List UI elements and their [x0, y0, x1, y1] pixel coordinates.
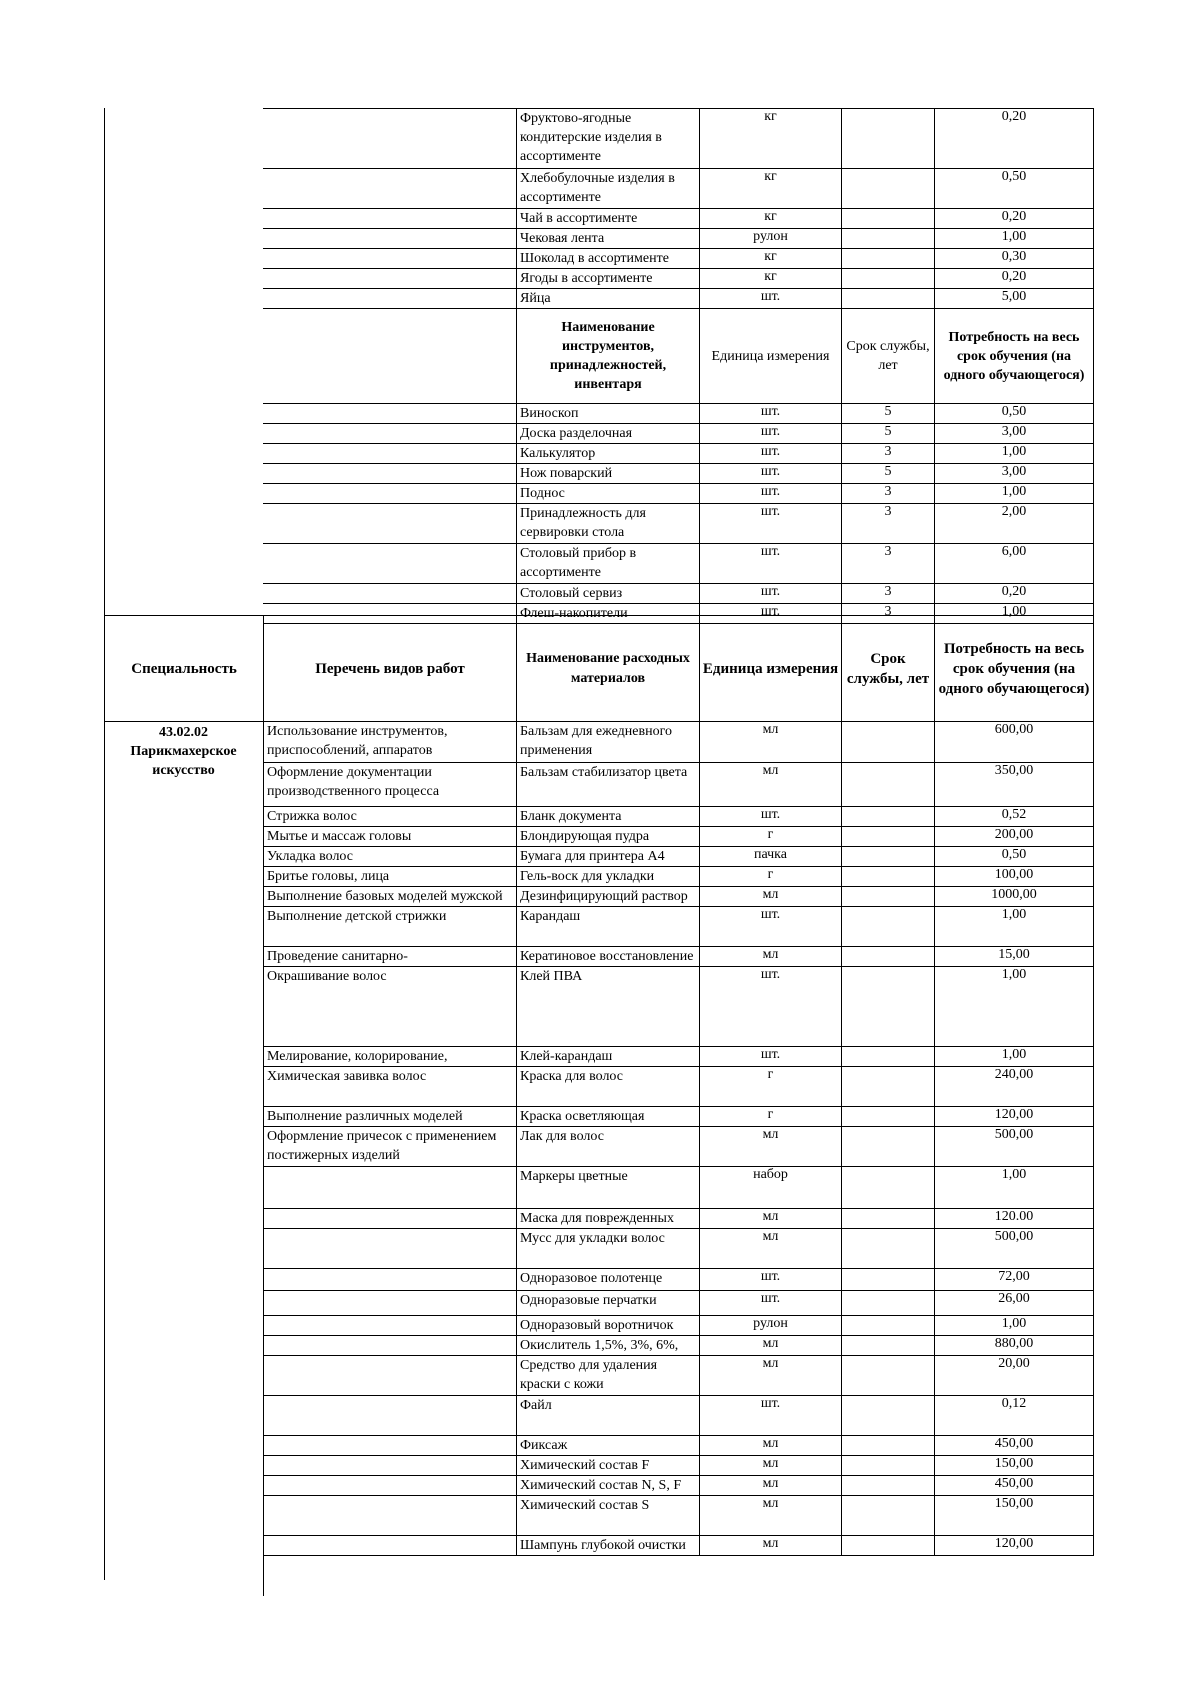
unit-cell: кг: [699, 268, 842, 289]
header-qty: Потребность на весь срок обучения (на одного обучающегося): [934, 615, 1094, 722]
unit-cell: шт.: [699, 1290, 842, 1316]
qty-cell: 0,20: [934, 208, 1094, 229]
life-cell: 3: [841, 503, 935, 544]
unit-cell: г: [699, 1106, 842, 1127]
specialty-name: Парикмахерское искусство: [130, 744, 237, 778]
life-cell: [841, 1290, 935, 1316]
unit-cell: кг: [699, 248, 842, 269]
qty-cell: 3,00: [934, 423, 1094, 444]
life-cell: 3: [841, 543, 935, 584]
unit-cell: шт.: [699, 1046, 842, 1067]
qty-cell: 1,00: [934, 443, 1094, 464]
unit-cell: шт.: [699, 443, 842, 464]
life-cell: [841, 946, 935, 967]
life-cell: [841, 886, 935, 907]
life-cell: [841, 1066, 935, 1107]
empty-cell: [263, 503, 517, 544]
unit-cell: шт.: [699, 403, 842, 424]
unit-cell: шт.: [699, 483, 842, 504]
qty-cell: 1,00: [934, 966, 1094, 1047]
specialty-code: 43.02.02: [159, 725, 208, 740]
qty-cell: 0,20: [934, 108, 1094, 169]
work-cell: Использование инструментов, приспособлений, аппаратов: [263, 721, 517, 763]
qty-cell: 100,00: [934, 866, 1094, 887]
empty-cell: [263, 443, 517, 464]
life-cell: 3: [841, 443, 935, 464]
unit-cell: шт.: [699, 966, 842, 1047]
life-cell: 3: [841, 583, 935, 604]
work-cell: [263, 1228, 517, 1269]
unit-cell: мл: [699, 1355, 842, 1396]
header-life: Срок службы, лет: [841, 615, 935, 722]
material-name: Лак для волос: [516, 1126, 700, 1167]
qty-cell: 5,00: [934, 288, 1094, 309]
tool-name: Столовый прибор в ассортименте: [516, 543, 700, 584]
material-name: Клей-карандаш: [516, 1046, 700, 1067]
work-cell: Мелирование, колорирование,: [263, 1046, 517, 1067]
qty-cell: 0,20: [934, 583, 1094, 604]
unit-cell: мл: [699, 1335, 842, 1356]
material-name: Химический состав F: [516, 1455, 700, 1476]
qty-cell: 1,00: [934, 603, 1094, 624]
unit-cell: мл: [699, 1455, 842, 1476]
life-cell: [841, 288, 935, 309]
work-cell: [263, 1475, 517, 1496]
tool-name: Столовый сервиз: [516, 583, 700, 604]
empty-cell: [263, 208, 517, 229]
tool-name: Нож поварский: [516, 463, 700, 484]
unit-cell: шт.: [699, 1268, 842, 1291]
material-name: Фиксаж: [516, 1435, 700, 1456]
work-cell: [263, 1435, 517, 1456]
life-cell: [841, 826, 935, 847]
work-cell: Выполнение детской стрижки: [263, 906, 517, 947]
life-cell: [841, 1046, 935, 1067]
life-cell: [841, 1126, 935, 1167]
unit-cell: шт.: [699, 288, 842, 309]
work-cell: Окрашивание волос: [263, 966, 517, 1047]
tool-name: Поднос: [516, 483, 700, 504]
qty-cell: 0,50: [934, 168, 1094, 209]
empty-cell: [263, 248, 517, 269]
work-cell: [263, 1315, 517, 1336]
work-cell: [263, 1268, 517, 1291]
qty-cell: 240,00: [934, 1066, 1094, 1107]
work-cell: [263, 1535, 517, 1556]
life-cell: [841, 208, 935, 229]
material-name: Чековая лента: [516, 228, 700, 249]
material-name: Краска осветляющая: [516, 1106, 700, 1127]
life-cell: [841, 806, 935, 827]
unit-cell: шт.: [699, 603, 842, 624]
material-name: Шоколад в ассортименте: [516, 248, 700, 269]
unit-cell: г: [699, 826, 842, 847]
material-name: Кератиновое восстановление: [516, 946, 700, 967]
material-name: Чай в ассортименте: [516, 208, 700, 229]
qty-cell: 0,50: [934, 403, 1094, 424]
empty-cell: [263, 288, 517, 309]
work-cell: [263, 1208, 517, 1229]
work-cell: Оформление документации производственного процесса: [263, 762, 517, 807]
tools-header-name: Наименование инструментов, принадлежностей, инвентаря: [516, 308, 700, 404]
header-works: Перечень видов работ: [263, 615, 517, 722]
material-name: Одноразовые перчатки: [516, 1290, 700, 1316]
work-cell: Бритье головы, лица: [263, 866, 517, 887]
unit-cell: г: [699, 866, 842, 887]
work-cell: [263, 1290, 517, 1316]
life-cell: [841, 1268, 935, 1291]
life-cell: [841, 846, 935, 867]
life-cell: [841, 1435, 935, 1456]
qty-cell: 880,00: [934, 1335, 1094, 1356]
qty-cell: 1,00: [934, 228, 1094, 249]
unit-cell: мл: [699, 1126, 842, 1167]
work-cell: Укладка волос: [263, 846, 517, 867]
unit-cell: мл: [699, 1475, 842, 1496]
life-cell: [841, 1535, 935, 1556]
material-name: Бальзам для ежедневного применения: [516, 721, 700, 763]
qty-cell: 1,00: [934, 1166, 1094, 1209]
qty-cell: 1,00: [934, 1046, 1094, 1067]
tools-header-life: Срок службы, лет: [841, 308, 935, 404]
material-name: Ягоды в ассортименте: [516, 268, 700, 289]
life-cell: 5: [841, 463, 935, 484]
qty-cell: 500,00: [934, 1126, 1094, 1167]
empty-cell: [263, 403, 517, 424]
life-cell: [841, 1395, 935, 1436]
tool-name: Калькулятор: [516, 443, 700, 464]
work-cell: Мытье и массаж головы: [263, 826, 517, 847]
empty-cell: [263, 423, 517, 444]
life-cell: [841, 1315, 935, 1336]
qty-cell: 150,00: [934, 1495, 1094, 1536]
tool-name: Виноскоп: [516, 403, 700, 424]
qty-cell: 3,00: [934, 463, 1094, 484]
qty-cell: 600,00: [934, 721, 1094, 763]
unit-cell: г: [699, 1066, 842, 1107]
life-cell: [841, 268, 935, 289]
unit-cell: мл: [699, 1535, 842, 1556]
unit-cell: шт.: [699, 423, 842, 444]
empty-cell: [263, 228, 517, 249]
unit-cell: кг: [699, 108, 842, 169]
life-cell: 5: [841, 423, 935, 444]
qty-cell: 1,00: [934, 906, 1094, 947]
tool-name: Флеш-накопители: [516, 603, 700, 624]
unit-cell: шт.: [699, 906, 842, 947]
material-name: Одноразовый воротничок: [516, 1315, 700, 1336]
qty-cell: 20,00: [934, 1355, 1094, 1396]
life-cell: [841, 1475, 935, 1496]
qty-cell: 26,00: [934, 1290, 1094, 1316]
qty-cell: 200,00: [934, 826, 1094, 847]
specialty-cell: [104, 721, 264, 1596]
qty-cell: 450,00: [934, 1435, 1094, 1456]
unit-cell: мл: [699, 1435, 842, 1456]
empty-cell: [263, 268, 517, 289]
work-cell: Выполнение различных моделей: [263, 1106, 517, 1127]
empty-cell: [263, 483, 517, 504]
qty-cell: 1,00: [934, 483, 1094, 504]
qty-cell: 1000,00: [934, 886, 1094, 907]
life-cell: [841, 1335, 935, 1356]
material-name: Дезинфицирующий раствор: [516, 886, 700, 907]
qty-cell: 6,00: [934, 543, 1094, 584]
empty-cell: [263, 463, 517, 484]
unit-cell: мл: [699, 1228, 842, 1269]
material-name: Хлебобулочные изделия в ассортименте: [516, 168, 700, 209]
qty-cell: 1,00: [934, 1315, 1094, 1336]
work-cell: [263, 1395, 517, 1436]
tool-name: Принадлежность для сервировки стола: [516, 503, 700, 544]
work-cell: [263, 1355, 517, 1396]
life-cell: [841, 228, 935, 249]
qty-cell: 500,00: [934, 1228, 1094, 1269]
life-cell: 3: [841, 603, 935, 624]
material-name: Шампунь глубокой очистки: [516, 1535, 700, 1556]
work-cell: [263, 1166, 517, 1209]
work-cell: Оформление причесок с применением постижерных изделий: [263, 1126, 517, 1167]
unit-cell: шт.: [699, 806, 842, 827]
unit-cell: кг: [699, 208, 842, 229]
header-material-name: Наименование расходных материалов: [516, 615, 700, 722]
qty-cell: 2,00: [934, 503, 1094, 544]
life-cell: [841, 1355, 935, 1396]
material-name: Химический состав S: [516, 1495, 700, 1536]
unit-cell: мл: [699, 721, 842, 763]
empty-cell: [263, 108, 517, 169]
unit-cell: рулон: [699, 228, 842, 249]
life-cell: [841, 1228, 935, 1269]
life-cell: [841, 1455, 935, 1476]
life-cell: [841, 1166, 935, 1209]
work-cell: Стрижка волос: [263, 806, 517, 827]
material-name: Яйца: [516, 288, 700, 309]
unit-cell: шт.: [699, 463, 842, 484]
tools-header-unit: Единица измерения: [699, 308, 842, 404]
header-unit: Единица измерения: [699, 615, 842, 722]
qty-cell: 120.00: [934, 1208, 1094, 1229]
material-name: Одноразовое полотенце: [516, 1268, 700, 1291]
unit-cell: шт.: [699, 503, 842, 544]
unit-cell: пачка: [699, 846, 842, 867]
work-cell: [263, 1335, 517, 1356]
material-name: Гель-воск для укладки: [516, 866, 700, 887]
life-cell: [841, 762, 935, 807]
life-cell: [841, 108, 935, 169]
material-name: Окислитель 1,5%, 3%, 6%,: [516, 1335, 700, 1356]
qty-cell: 0,30: [934, 248, 1094, 269]
unit-cell: шт.: [699, 543, 842, 584]
qty-cell: 450,00: [934, 1475, 1094, 1496]
qty-cell: 0,12: [934, 1395, 1094, 1436]
material-name: Маска для поврежденных: [516, 1208, 700, 1229]
unit-cell: кг: [699, 168, 842, 209]
qty-cell: 72,00: [934, 1268, 1094, 1291]
qty-cell: 15,00: [934, 946, 1094, 967]
qty-cell: 0,50: [934, 846, 1094, 867]
tools-header-qty: Потребность на весь срок обучения (на одного обучающегося): [934, 308, 1094, 404]
life-cell: [841, 248, 935, 269]
empty-cell: [263, 168, 517, 209]
material-name: Бланк документа: [516, 806, 700, 827]
life-cell: 3: [841, 483, 935, 504]
life-cell: [841, 966, 935, 1047]
material-name: Фруктово-ягодные кондитерские изделия в ассортименте: [516, 108, 700, 169]
work-cell: [263, 1455, 517, 1476]
material-name: Файл: [516, 1395, 700, 1436]
material-name: Клей ПВА: [516, 966, 700, 1047]
qty-cell: 120,00: [934, 1106, 1094, 1127]
tool-name: Доска разделочная: [516, 423, 700, 444]
unit-cell: мл: [699, 946, 842, 967]
unit-cell: мл: [699, 1495, 842, 1536]
unit-cell: мл: [699, 1208, 842, 1229]
material-name: Бальзам стабилизатор цвета: [516, 762, 700, 807]
life-cell: [841, 906, 935, 947]
life-cell: [841, 1495, 935, 1536]
work-cell: [263, 1495, 517, 1536]
material-name: Карандаш: [516, 906, 700, 947]
unit-cell: набор: [699, 1166, 842, 1209]
empty-cell: [263, 543, 517, 584]
material-name: Маркеры цветные: [516, 1166, 700, 1209]
material-name: Химический состав N, S, F: [516, 1475, 700, 1496]
header-specialty: Специальность: [104, 615, 264, 722]
material-name: Мусс для укладки волос: [516, 1228, 700, 1269]
life-cell: [841, 168, 935, 209]
material-name: Бумага для принтера А4: [516, 846, 700, 867]
life-cell: 5: [841, 403, 935, 424]
main-table: [104, 615, 1093, 1595]
qty-cell: 0,20: [934, 268, 1094, 289]
qty-cell: 0,52: [934, 806, 1094, 827]
unit-cell: мл: [699, 886, 842, 907]
life-cell: [841, 1208, 935, 1229]
material-name: Блондирующая пудра: [516, 826, 700, 847]
unit-cell: мл: [699, 762, 842, 807]
life-cell: [841, 1106, 935, 1127]
unit-cell: шт.: [699, 1395, 842, 1436]
empty-cell: [263, 583, 517, 604]
life-cell: [841, 866, 935, 887]
unit-cell: рулон: [699, 1315, 842, 1336]
material-name: Краска для волос: [516, 1066, 700, 1107]
qty-cell: 120,00: [934, 1535, 1094, 1556]
qty-cell: 350,00: [934, 762, 1094, 807]
life-cell: [841, 721, 935, 763]
work-cell: Выполнение базовых моделей мужской: [263, 886, 517, 907]
material-name: Средство для удаления краски с кожи: [516, 1355, 700, 1396]
qty-cell: 150,00: [934, 1455, 1094, 1476]
empty-cell: [263, 308, 517, 404]
unit-cell: шт.: [699, 583, 842, 604]
work-cell: Химическая завивка волос: [263, 1066, 517, 1107]
work-cell: Проведение санитарно-: [263, 946, 517, 967]
